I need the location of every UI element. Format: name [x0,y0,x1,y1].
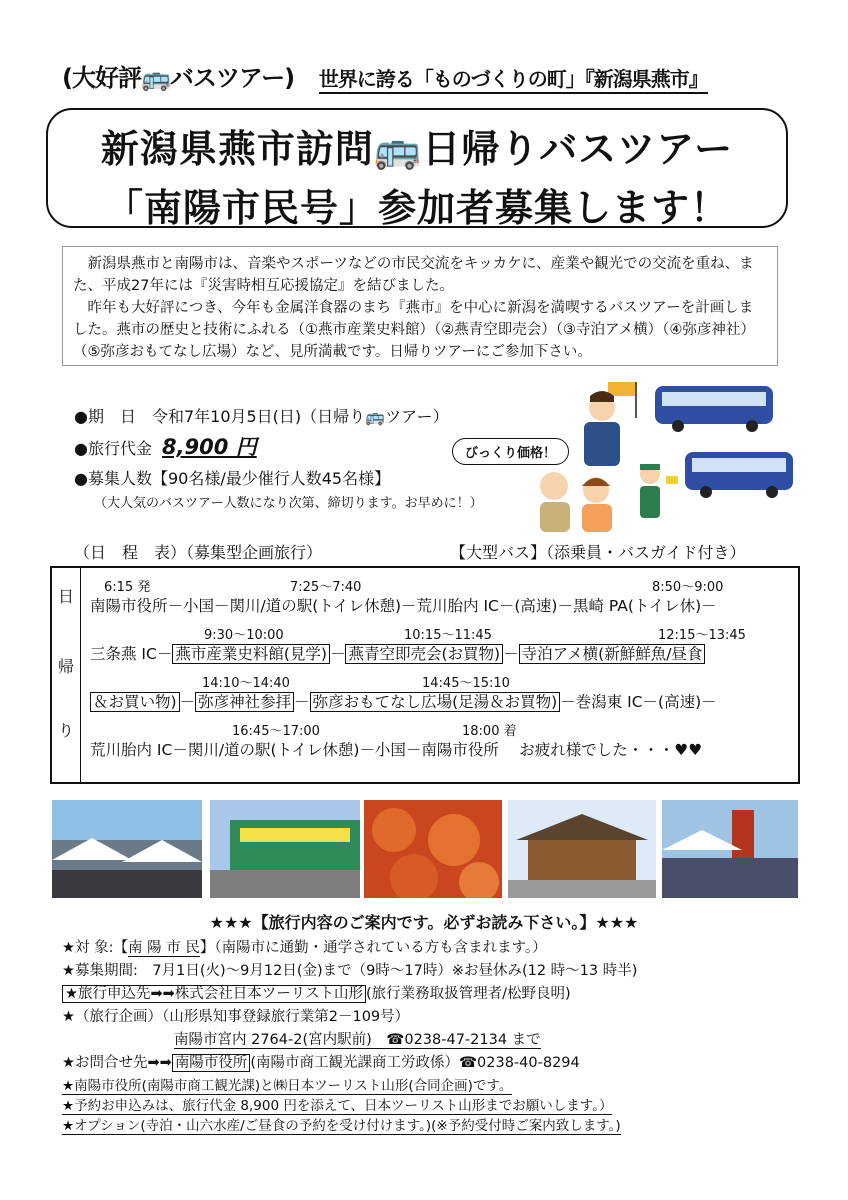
photo-shrine [508,800,656,898]
photo-crabs [364,800,502,898]
intro-p1: 新潟県燕市と南陽市は、音楽やスポーツなどの市民交流をキッカケに、産業や観光での交流を重ね、また、平成27年には『災害時相互応援協定』を結びました。 [73,256,754,294]
price-bubble: びっくり価格！ [452,438,569,465]
intro-p2: 昨年も大好評につき、今年も金属洋食器のまち『燕市』を中心に新潟を満喫するバスツアーを計画しました。燕市の歴史と技術にふれる（①燕市産業史料館）（②燕青空即売会）（③寺泊アメ横）（④弥彦神社）（⑤弥彦おもてなし広場）など、見所満載です。日帰りツアーにご参加下さい。 [73,300,755,360]
route-seg: 燕市産業史料館(見学) [172,644,330,664]
side-char: り [58,721,75,740]
route-seg: 寺泊アメ横(新鮮鮮魚/昼食 [519,644,706,664]
fee-label: ●旅行代金 [74,439,152,458]
guide-option: ★オプション(寺泊・山六水産/ご昼食の予約を受け付けます。)(※予約受付時ご案内致します。) [62,1114,621,1135]
route-seg: ＆お買い物) [90,692,180,712]
time: 10:15～11:45 [404,628,492,643]
tour-info [74,402,483,514]
bus-icon [685,452,793,498]
guide-reserve: ★予約お申込みは、旅行代金 8,900 円を添えて、日本ツーリスト山形までお願いします。） [62,1094,612,1115]
photo-crowd [52,800,202,898]
guide-seg: 】（南陽市に通勤・通学されている方も含まれます。） [199,940,547,956]
capacity-note: （大人気のバスツアー人数になり次第、締切ります。お早めに！） [94,496,483,511]
time: 9:30～10:00 [204,628,284,643]
route-line1: 南陽市役所－小国－関川/道の駅(トイレ休憩)－荒川胎内 IC－(高速)－黒崎 PA(トイレ休)－ [90,597,717,615]
route-line2: 三条燕 IC－ 燕市産業史料館(見学) － 燕青空即売会(お買物) － 寺泊アメ横(新鮮鮮魚/昼食 [90,642,705,664]
guide-seg: 南陽市宮内 2764-2(宮内駅前) ☎0238-47-2134 まで [174,1032,541,1048]
schedule-side [52,568,81,782]
tour-capacity: ●募集人数【90名様/最少催行人数45名様】 [74,469,391,488]
time: 18:00 着 [462,724,517,739]
route-line3: ＆お買い物) － 弥彦神社参拝 － 弥彦おもてなし広場(足湯＆お買物) －巻潟東 IC－(高速)－ [90,690,717,712]
tag-right: 世界に誇る「ものづくりの町」『新潟県燕市』 [319,67,708,94]
guide-seg: ★お問合せ先➡➡ [62,1055,172,1071]
guide-seg: (旅行業務取扱管理者/松野良明) [366,986,571,1002]
tour-illustration [540,378,798,534]
tour-date: ●期 日 令和7年10月5日(日)（日帰り🚌ツアー） [74,407,449,426]
title-line2: 「南陽市民号」参加者募集します！ [104,186,729,230]
schedule-box [50,566,800,784]
people-icon [540,472,612,532]
guide-girl-icon [640,464,678,518]
tour-fee [74,432,483,464]
photo-event [662,800,798,898]
photo-market [210,800,360,898]
guide-seg: 南陽市役所 [172,1054,251,1072]
time: 7:25～7:40 [290,580,362,595]
schedule-header-left: （日 程 表）（募集型企画旅行） [74,543,323,562]
title-line1: 新潟県燕市訪問🚌日帰りバスツアー [100,127,734,171]
route-seg: 三条燕 IC－ [90,645,173,663]
intro-box [62,246,778,366]
guide-seg: ★対 象:【 [62,940,128,956]
tour-guide-icon [584,382,636,466]
guide-seg: (南陽市商工観光課商工労政係）☎0238-40-8294 [250,1055,580,1071]
route-seg: 燕青空即売会(お買物) [345,644,503,664]
guide-apply [62,982,571,1003]
tag-left: (大好評🚌バスツアー) [62,64,295,92]
guide-contact [62,1051,580,1072]
time: 8:50～9:00 [652,580,724,595]
header-tagline [62,58,708,93]
time: 6:15 発 [104,580,151,595]
bus-icon [655,386,773,432]
guide-seg: ★旅行申込先➡➡株式会社日本ツーリスト山形 [62,985,366,1003]
time: 16:45～17:00 [232,724,320,739]
schedule-header-right: 【大型バス】（添乗員・バスガイド付き） [450,543,746,562]
time: 14:45～15:10 [422,676,510,691]
guide-target [62,936,547,957]
route-line4: 荒川胎内 IC－関川/道の駅(トイレ休憩)－小国－南陽市役所 お疲れ様でした・・・♥♥ [90,741,703,759]
guide-address [174,1028,541,1049]
fee-value: 8,900 円 [161,435,257,459]
time: 12:15～13:45 [658,628,746,643]
guide-joint: ★南陽市役所(南陽市商工観光課)と㈱日本ツーリスト山形(合同企画)です。 [62,1074,512,1095]
title-box [46,108,788,228]
route-seg: －巻潟東 IC－(高速)－ [560,693,717,711]
guide-planner: ★（旅行企画）（山形県知事登録旅行業第2－109号） [62,1009,410,1025]
route-seg: 弥彦おもてなし広場(足湯＆お買物) [310,692,561,712]
side-char: 帰 [58,657,75,676]
time: 14:10～14:40 [202,676,290,691]
side-char: 日 [58,587,75,606]
guide-seg: 南 陽 市 民 [128,940,200,956]
guide-title: ★★★【旅行内容のご案内です。必ずお読み下さい。】★★★ [209,913,639,932]
route-seg: 弥彦神社参拝 [195,692,294,712]
guide-period: ★募集期間: 7月1日(火)～9月12日(金)まで（9時～17時）※お昼休み(12 時～13 時半) [62,963,638,979]
